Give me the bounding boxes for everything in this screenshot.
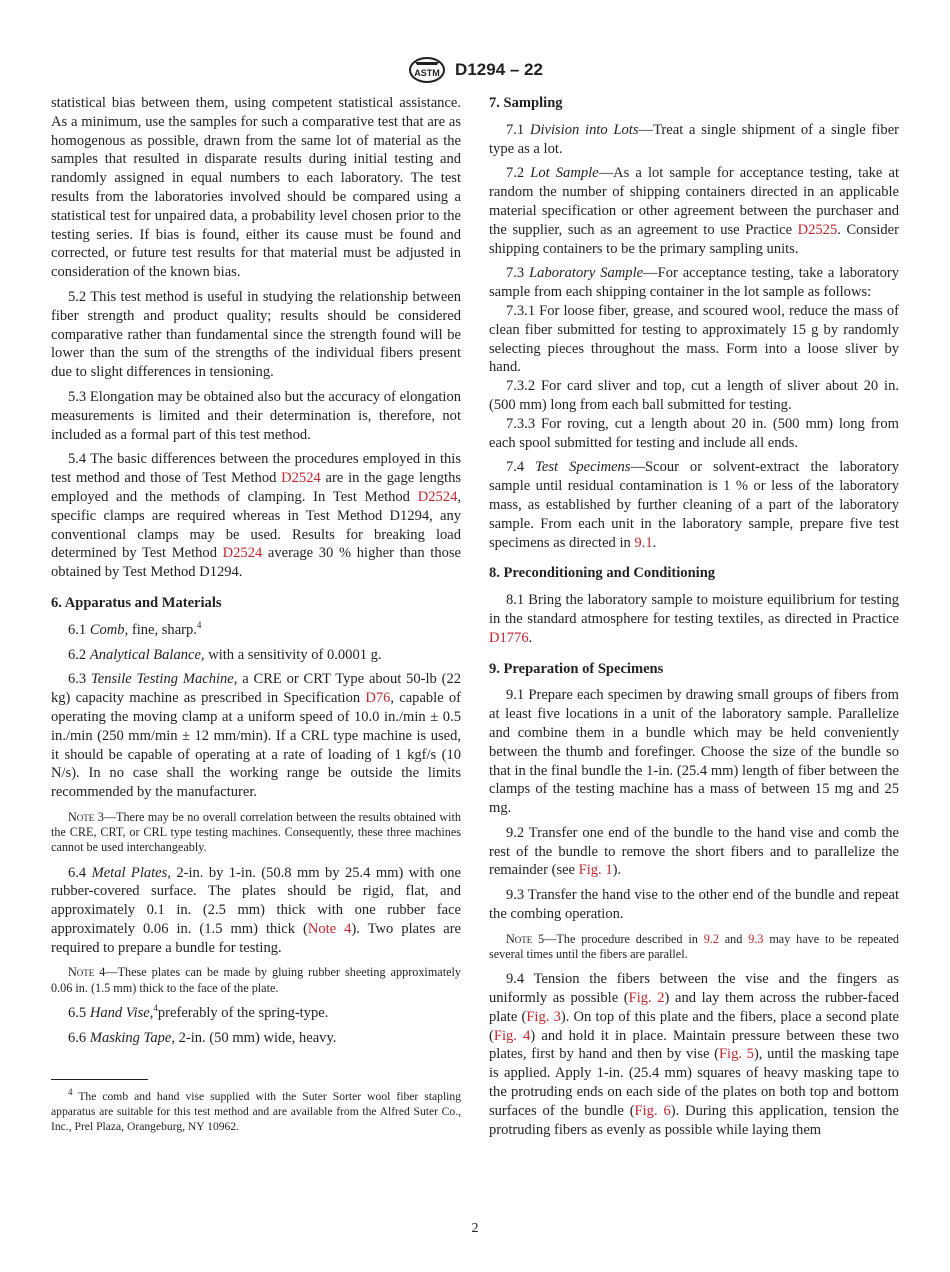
link-fig-5[interactable]: Fig. 5 (718, 1046, 754, 1063)
paragraph-5-4: 5.4 The basic differences between the procedures employed in this test method and those of Test Method D2524 are in the gage lengths employed and the methods of clamping. In Test Method D2524, specific clamps are required whereas in Test Method D1294, any conventional clamps may be used. Results for breaking load determined by Test Method D2524 average 30 % higher than those obtained by Test Method D1294. (51, 451, 461, 581)
footnote-ref[interactable]: 4 (153, 1003, 158, 1014)
paragraph-7-3-2: 7.3.2 For card sliver and top, cut a length of sliver about 20 in. (500 mm) long from each ball submitted for testing. (489, 378, 899, 413)
note-4: Note 4—These plates can be made by gluing rubber sheeting approximately 0.06 in. (1.5 mm) thick to the face of the plate. (51, 965, 461, 995)
paragraph-6-5: 6.5 Hand Vise,$^4$preferably of the spring-type. (68, 1003, 329, 1021)
link-fig-3[interactable]: Fig. 3 (526, 1008, 561, 1025)
paragraph-8-1: 8.1 Bring the laboratory sample to moisture equilibrium for testing in the standard atmosphere for testing textiles, as directed in Practice D1776. (489, 592, 899, 646)
paragraph-7-2: 7.2 Lot Sample—As a lot sample for acceptance testing, take at random the number of shipping containers directed in an applicable material specification or other agreement between the purchaser and the supplier, such as an agreement to use Practice D2525. Consider shipping containers to be the primary sampling units. (489, 165, 899, 257)
page-header (0, 56, 950, 84)
footnote-ref[interactable]: 4 (196, 619, 202, 630)
section-8-heading: 8. Preconditioning and Conditioning (489, 565, 716, 582)
link-d1776[interactable]: D1776 (489, 629, 529, 646)
link-fig-2[interactable]: Fig. 2 (628, 990, 665, 1007)
note-5: Note 5—The procedure described in 9.2 and 9.3 may have to be repeated several times until the fibers are parallel. (489, 931, 899, 962)
link-9-3[interactable]: 9.3 (748, 931, 764, 946)
link-d2524[interactable]: D2524 (281, 470, 321, 487)
paragraph-6-4: 6.4 Metal Plates, 2-in. by 1-in. (50.8 mm by 25.4 mm) with one rubber-covered surface. The plates should be rigid, flat, and approximately 0.1 in. (2.5 mm) thick with one rubber face approximately 0.06 in. (1.5 mm) thick (Note 4). Two plates are required to prepare a bundle for testing. (51, 864, 462, 956)
paragraph-7-3: 7.3 Laboratory Sample—For acceptance testing, take a laboratory sample from each shipping container in the lot sample as follows: (489, 265, 899, 301)
right-column (489, 94, 899, 1145)
link-note-4[interactable]: Note 4 (307, 920, 352, 937)
link-fig-1[interactable]: Fig. 1 (578, 862, 613, 879)
link-fig-6[interactable]: Fig. 6 (634, 1102, 671, 1119)
paragraph-6-3: 6.3 Tensile Testing Machine, a CRE or CRT Type about 50-lb (22 kg) capacity machine as prescribed in Specification D76, capable of operating the moving clamp at a uniform speed of 10.0 in./min ± 0.5 in./min (250 mm/min ± 12 mm/min). If a CRL type machine is used, it should be capable of operating at a rate of loading of 1 kgf/s (10 N/s). In no case shall the working range be outside the limits recommended by the manufacturer. (51, 671, 462, 801)
paragraph-7-4: 7.4 Test Specimens—Scour or solvent-extract the laboratory sample until residual contamination is 1 % or less of the laboratory mass, as established by further cleaning of a part of the laboratory sample. From each unit in the laboratory sample, prepare five test specimens as directed in 9.1. (489, 459, 899, 551)
section-7-heading: 7. Sampling (489, 95, 563, 111)
page-number: 2 (471, 1221, 479, 1236)
paragraph-9-2: 9.2 Transfer one end of the bundle to the hand vise and comb the rest of the bundle to remove the short fibers and to parallelize the remainder (see Fig. 1). (489, 824, 899, 879)
paragraph-6-2: 6.2 Analytical Balance, with a sensitivity of 0.0001 g. (68, 646, 382, 663)
link-d2524[interactable]: D2524 (222, 545, 263, 562)
link-9-1[interactable]: 9.1 (634, 534, 653, 551)
paragraph-9-1: 9.1 Prepare each specimen by drawing small groups of fibers from at least five locations in a unit of the laboratory sample. Parallelize and combine them in a bundle which may be held conveniently between the thumb and forefinger. Choose the size of the bundle so that in the final bundle the 1-in. (25.4 mm) length of fiber between the clamps of the testing machine has a mass of between 15 mg and 25 mg. (489, 687, 899, 817)
paragraph-7-3-1: 7.3.1 For loose fiber, grease, and scoured wool, reduce the mass of clean fiber submitted for testing to approximately 15 g by randomly selecting pieces throughout the mass. Form into a loose sliver by hand. (489, 302, 899, 376)
link-d2524[interactable]: D2524 (417, 488, 458, 505)
section-9-heading: 9. Preparation of Specimens (489, 660, 664, 677)
link-d2525[interactable]: D2525 (797, 221, 838, 238)
link-fig-4[interactable]: Fig. 4 (493, 1027, 531, 1044)
footnote-divider (51, 1079, 148, 1080)
paragraph-9-4: 9.4 Tension the fibers between the vise and the fingers as uniformly as possible (Fig. 2) and lay them across the rubber-faced plate (Fig. 3). On top of this plate and the fibers, place a second plate (Fig. 4) and hold it in place. Maintain pressure between these two plates, first by hand and then by vise (Fig. 5), until the masking tape is applied. Apply 1-in. (25.4 mm) squares of heavy masking tape to the protruding ends on each side of the plates on both top and bottom surfaces of the bundle (Fig. 6). During this application, tension the protruding fibers as evenly as possible while laying them (489, 971, 900, 1138)
document-id: D1294 – 22 (455, 60, 543, 79)
astm-logo-icon (407, 56, 447, 84)
left-column (51, 94, 461, 1134)
svg-text:ASTM: ASTM (414, 68, 440, 78)
paragraph-6-1: 6.1 Comb, fine, sharp.$^4$ (68, 619, 202, 638)
paragraph-7-1: 7.1 Division into Lots—Treat a single shipment of a single fiber type as a lot. (489, 121, 899, 157)
paragraph-7-3-3: 7.3.3 For roving, cut a length about 20 in. (500 mm) long from each spool submitted for testing and include all ends. (489, 415, 899, 451)
paragraph-5-1-continued: statistical bias between them, using competent statistical assistance. As a minimum, use the samples for such a comparative test that are as homogenous as possible, drawn from the same lot of material as the samples that resulted in disparate results during initial testing and randomly assigned in equal numbers to each laboratory. The test results from the laboratories involved should be compared using a statistical test for unpaired data, a probability level chosen prior to the testing series. If bias is found, either its cause must be found and corrected, or future test results for that material must be adjusted in consideration of the known bias. (51, 95, 461, 281)
paragraph-6-6: 6.6 Masking Tape, 2-in. (50 mm) wide, heavy. (68, 1029, 337, 1046)
link-d76[interactable]: D76 (365, 690, 391, 707)
paragraph-5-2: 5.2 This test method is useful in studying the relationship between fiber strength and product quality; results should be considered comparative rather than fundamental since the strength found will be lower than the sum of the strengths of the individual fibers present due to slight differences in tensioning. (51, 288, 461, 381)
link-9-2[interactable]: 9.2 (703, 931, 719, 946)
note-3: Note 3—There may be no overall correlation between the results obtained with the CRE, CRT, or CRL type testing machines. Consequently, these three machines cannot be used interchangeably. (51, 809, 461, 855)
footnote-4: $^4$ The comb and hand vise supplied with the Suter Sorter wool fiber stapling apparatus are suitable for this test method and are available from the Alfred Suter Co., Inc., Prel Plaza, Orangeburg, NY 10962. (51, 1087, 461, 1133)
paragraph-5-3: 5.3 Elongation may be obtained also but the accuracy of elongation measurements is limited and their determination is, therefore, not included as a formal part of this test method. (51, 388, 461, 443)
paragraph-9-3: 9.3 Transfer the hand vise to the other end of the bundle and repeat the combing operation. (489, 887, 899, 923)
section-6-heading: 6. Apparatus and Materials (51, 594, 222, 611)
